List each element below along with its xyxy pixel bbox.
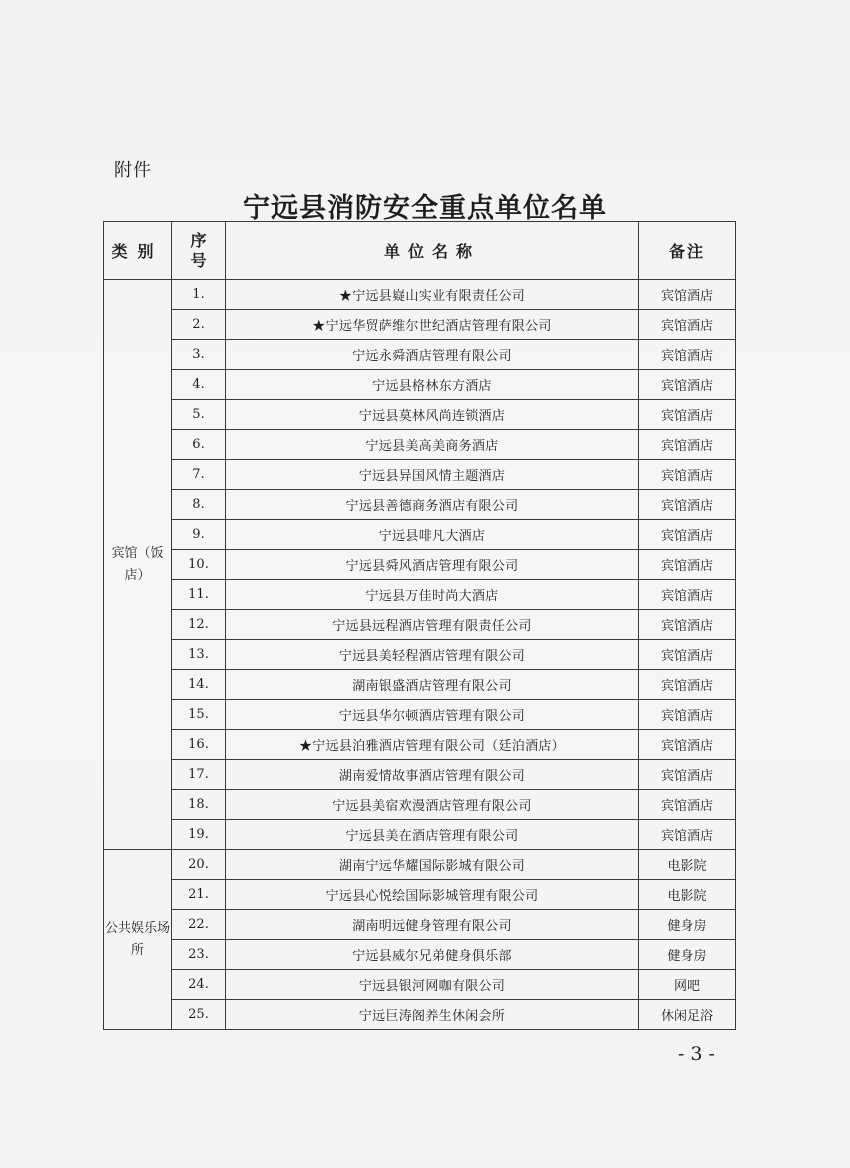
number-cell: 21. xyxy=(172,880,226,910)
unit-name-cell: 宁远县善德商务酒店有限公司 xyxy=(226,490,639,520)
table-row xyxy=(104,1000,736,1030)
note-cell: 宾馆酒店 xyxy=(639,490,736,520)
note-cell: 宾馆酒店 xyxy=(639,340,736,370)
unit-name-cell: 宁远县美宿欢漫酒店管理有限公司 xyxy=(226,790,639,820)
number-cell: 6. xyxy=(172,430,226,460)
note-cell: 健身房 xyxy=(639,940,736,970)
header-category: 类别 xyxy=(104,222,172,280)
table-row xyxy=(104,910,736,940)
table-row xyxy=(104,580,736,610)
note-cell: 宾馆酒店 xyxy=(639,700,736,730)
table-row xyxy=(104,940,736,970)
unit-name-cell: 宁远县美轻程酒店管理有限公司 xyxy=(226,640,639,670)
note-cell: 宾馆酒店 xyxy=(639,430,736,460)
note-cell: 宾馆酒店 xyxy=(639,370,736,400)
note-cell: 宾馆酒店 xyxy=(639,640,736,670)
table-row xyxy=(104,700,736,730)
unit-name-cell: 宁远县舜风酒店管理有限公司 xyxy=(226,550,639,580)
unit-name-cell: 湖南明远健身管理有限公司 xyxy=(226,910,639,940)
note-cell: 宾馆酒店 xyxy=(639,610,736,640)
number-cell: 24. xyxy=(172,970,226,1000)
note-cell: 宾馆酒店 xyxy=(639,460,736,490)
number-cell: 15. xyxy=(172,700,226,730)
table-row xyxy=(104,730,736,760)
unit-name-cell: 宁远县美在酒店管理有限公司 xyxy=(226,820,639,850)
attachment-label: 附件 xyxy=(114,160,152,181)
category-cell: 公共娱乐场所 xyxy=(104,850,172,1030)
number-cell: 25. xyxy=(172,1000,226,1030)
unit-name-cell: 宁远县格林东方酒店 xyxy=(226,370,639,400)
table-row xyxy=(104,340,736,370)
header-note: 备注 xyxy=(639,222,736,280)
number-cell: 10. xyxy=(172,550,226,580)
number-cell: 13. xyxy=(172,640,226,670)
table-row xyxy=(104,370,736,400)
number-cell: 12. xyxy=(172,610,226,640)
note-cell: 宾馆酒店 xyxy=(639,280,736,310)
header-number-line2: 号 xyxy=(190,250,207,270)
unit-name-cell: 湖南银盛酒店管理有限公司 xyxy=(226,670,639,700)
table-row xyxy=(104,430,736,460)
note-cell: 宾馆酒店 xyxy=(639,310,736,340)
note-cell: 宾馆酒店 xyxy=(639,820,736,850)
unit-name-cell: 宁远巨涛阁养生休闲会所 xyxy=(226,1000,639,1030)
table-row xyxy=(104,640,736,670)
table-header-row xyxy=(104,222,736,280)
number-cell: 22. xyxy=(172,910,226,940)
unit-name-cell: 宁远县异国风情主题酒店 xyxy=(226,460,639,490)
unit-name-cell: 宁远县美高美商务酒店 xyxy=(226,430,639,460)
note-cell: 休闲足浴 xyxy=(639,1000,736,1030)
table-row xyxy=(104,550,736,580)
table-row xyxy=(104,970,736,1000)
table-row xyxy=(104,490,736,520)
unit-name-cell: 宁远永舜酒店管理有限公司 xyxy=(226,340,639,370)
unit-name-cell: ★宁远县嶷山实业有限责任公司 xyxy=(226,280,639,310)
number-cell: 7. xyxy=(172,460,226,490)
unit-name-cell: 宁远县啡凡大酒店 xyxy=(226,520,639,550)
number-cell: 3. xyxy=(172,340,226,370)
table-row xyxy=(104,610,736,640)
table-row xyxy=(104,850,736,880)
note-cell: 宾馆酒店 xyxy=(639,520,736,550)
unit-list-table xyxy=(103,221,736,1030)
number-cell: 16. xyxy=(172,730,226,760)
header-name: 单位名称 xyxy=(226,222,639,280)
number-cell: 19. xyxy=(172,820,226,850)
unit-name-cell: 宁远县万佳时尚大酒店 xyxy=(226,580,639,610)
number-cell: 1. xyxy=(172,280,226,310)
number-cell: 4. xyxy=(172,370,226,400)
table-row xyxy=(104,670,736,700)
unit-name-cell: 宁远县银河网咖有限公司 xyxy=(226,970,639,1000)
note-cell: 电影院 xyxy=(639,850,736,880)
number-cell: 17. xyxy=(172,760,226,790)
unit-name-cell: 宁远县远程酒店管理有限责任公司 xyxy=(226,610,639,640)
number-cell: 11. xyxy=(172,580,226,610)
unit-name-cell: 宁远县莫林风尚连锁酒店 xyxy=(226,400,639,430)
note-cell: 宾馆酒店 xyxy=(639,790,736,820)
unit-name-cell: ★宁远华贸萨维尔世纪酒店管理有限公司 xyxy=(226,310,639,340)
table-row xyxy=(104,460,736,490)
number-cell: 18. xyxy=(172,790,226,820)
table-row xyxy=(104,280,736,310)
page-number: -3- xyxy=(678,1043,721,1065)
note-cell: 网吧 xyxy=(639,970,736,1000)
header-number xyxy=(172,222,226,280)
unit-name-cell: 湖南宁远华耀国际影城有限公司 xyxy=(226,850,639,880)
unit-name-cell: 湖南爱情故事酒店管理有限公司 xyxy=(226,760,639,790)
note-cell: 宾馆酒店 xyxy=(639,730,736,760)
note-cell: 健身房 xyxy=(639,910,736,940)
table-row xyxy=(104,820,736,850)
table-row xyxy=(104,880,736,910)
category-cell: 宾馆（饭店） xyxy=(104,280,172,850)
note-cell: 宾馆酒店 xyxy=(639,580,736,610)
number-cell: 2. xyxy=(172,310,226,340)
table-row xyxy=(104,790,736,820)
table-row xyxy=(104,520,736,550)
note-cell: 宾馆酒店 xyxy=(639,760,736,790)
number-cell: 5. xyxy=(172,400,226,430)
number-cell: 20. xyxy=(172,850,226,880)
header-number-line1: 序 xyxy=(190,230,207,250)
number-cell: 14. xyxy=(172,670,226,700)
unit-name-cell: 宁远县华尔顿酒店管理有限公司 xyxy=(226,700,639,730)
note-cell: 宾馆酒店 xyxy=(639,670,736,700)
table-row xyxy=(104,310,736,340)
unit-name-cell: 宁远县心悦绘国际影城管理有限公司 xyxy=(226,880,639,910)
number-cell: 8. xyxy=(172,490,226,520)
unit-name-cell: ★宁远县泊雅酒店管理有限公司（廷泊酒店） xyxy=(226,730,639,760)
note-cell: 宾馆酒店 xyxy=(639,400,736,430)
table-row xyxy=(104,760,736,790)
number-cell: 9. xyxy=(172,520,226,550)
note-cell: 电影院 xyxy=(639,880,736,910)
table-row xyxy=(104,400,736,430)
table-body xyxy=(104,280,736,1030)
note-cell: 宾馆酒店 xyxy=(639,550,736,580)
number-cell: 23. xyxy=(172,940,226,970)
unit-name-cell: 宁远县威尔兄弟健身俱乐部 xyxy=(226,940,639,970)
page-title: 宁远县消防安全重点单位名单 xyxy=(243,193,607,224)
